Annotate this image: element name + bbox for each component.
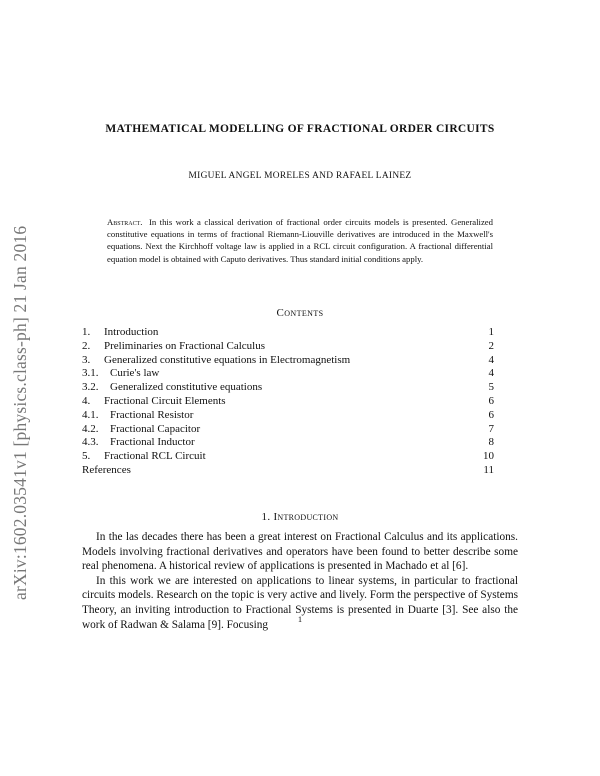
toc-title: Fractional Circuit Elements bbox=[104, 394, 226, 407]
toc-page: 4 bbox=[488, 367, 494, 380]
toc-page: 8 bbox=[488, 436, 494, 449]
toc-entry[interactable] bbox=[82, 354, 494, 368]
paper-title: MATHEMATICAL MODELLING OF FRACTIONAL ORDER CIRCUITS bbox=[105, 123, 495, 135]
toc-entry[interactable] bbox=[82, 436, 494, 450]
toc-title: Preliminaries on Fractional Calculus bbox=[104, 339, 265, 352]
toc-title: Curie's law bbox=[110, 367, 160, 380]
toc-entry[interactable] bbox=[82, 409, 494, 423]
toc-number: 4.2. bbox=[82, 422, 99, 435]
toc-title: Fractional RCL Circuit bbox=[104, 450, 206, 463]
toc-page: 7 bbox=[488, 422, 494, 435]
toc-title: Generalized constitutive equations bbox=[110, 381, 263, 394]
toc-number: 3. bbox=[82, 353, 91, 366]
arxiv-identifier-stamp: arXiv:1602.03541v1 [physics.class-ph] 21 Jan 2016 bbox=[10, 225, 30, 600]
toc-number: 2. bbox=[82, 339, 91, 352]
toc-title: References bbox=[82, 463, 131, 476]
contents-heading: Contents bbox=[276, 307, 324, 319]
toc-number: 3.1. bbox=[82, 367, 99, 380]
section-number: 1. bbox=[261, 511, 271, 523]
toc-title: Fractional Inductor bbox=[110, 436, 195, 449]
toc-number: 4.1. bbox=[82, 408, 99, 421]
toc-entry[interactable] bbox=[82, 381, 494, 395]
table-of-contents bbox=[82, 326, 494, 478]
abstract-text: In this work a classical derivation of fractional order circuits models is presented. Generalized constitutive equations in terms of fractional Riemann-Liouville derivatives are introduced in the Maxwell's equations. Next the Kirchhoff voltage law is applied in a RCL circuit configuration. A fractional differential equation model is obtained with Caputo derivatives. Thus standard initial conditions apply. bbox=[107, 217, 494, 264]
toc-page: 6 bbox=[488, 408, 494, 421]
toc-title: Fractional Capacitor bbox=[110, 422, 201, 435]
toc-page: 1 bbox=[488, 326, 494, 338]
toc-number: 1. bbox=[82, 326, 91, 338]
toc-page: 5 bbox=[488, 381, 494, 394]
toc-page: 10 bbox=[483, 450, 494, 463]
abstract-label: Abstract. bbox=[107, 217, 143, 227]
toc-number: 5. bbox=[82, 450, 91, 463]
paper-authors: MIGUEL ANGEL MORELES AND RAFAEL LAINEZ bbox=[188, 171, 412, 181]
toc-entry[interactable] bbox=[82, 423, 494, 437]
toc-page: 11 bbox=[483, 463, 494, 476]
toc-entry[interactable] bbox=[82, 340, 494, 354]
toc-number: 3.2. bbox=[82, 381, 99, 394]
toc-entry[interactable] bbox=[82, 326, 494, 340]
section-title: Introduction bbox=[273, 511, 339, 523]
toc-page: 2 bbox=[488, 339, 494, 352]
toc-entry[interactable] bbox=[82, 395, 494, 409]
toc-title: Generalized constitutive equations in Electromagnetism bbox=[104, 353, 351, 366]
paragraph: In the las decades there has been a great interest on Fractional Calculus and its applications. Models involving fractional derivatives and operators have been found to better describe some real phenomena. A historical review of applications is presented in Machado et al [6]. bbox=[82, 531, 518, 573]
toc-number: 4.3. bbox=[82, 436, 99, 449]
toc-entry[interactable] bbox=[82, 450, 494, 464]
toc-number: 4. bbox=[82, 394, 91, 407]
toc-title: Fractional Resistor bbox=[110, 408, 194, 421]
toc-page: 4 bbox=[488, 353, 494, 366]
toc-title: Introduction bbox=[104, 326, 159, 338]
toc-entry[interactable] bbox=[82, 367, 494, 381]
toc-page: 6 bbox=[488, 394, 494, 407]
paragraph: In this work we are interested on applications to linear systems, in particular to fractional circuits models. Research on the topic is very active and lively. Form the perspective of Systems Theory, an inviting introduction to Fractional Systems is presented in Duarte [3]. See also the work of Radwan & Salama [9]. Focusing bbox=[82, 574, 518, 631]
abstract-block bbox=[107, 216, 493, 265]
section-heading bbox=[82, 511, 518, 523]
page-number: 1 bbox=[297, 614, 303, 624]
toc-entry[interactable] bbox=[82, 464, 494, 478]
